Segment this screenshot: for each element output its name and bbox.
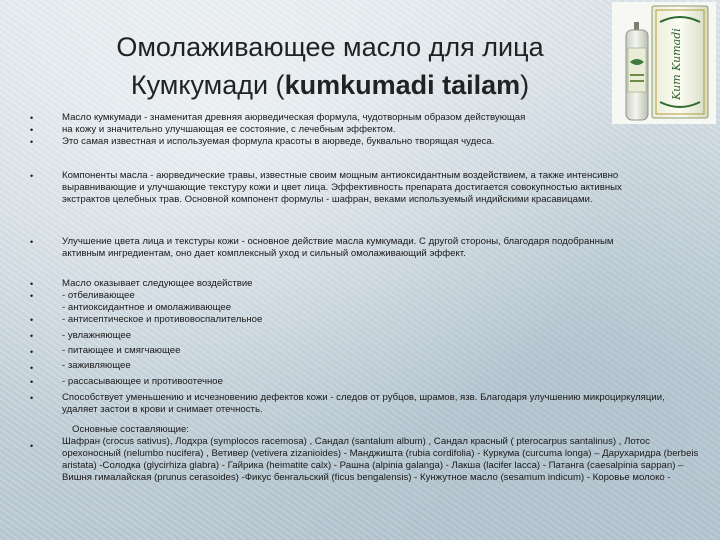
effects-heading: Масло оказывает следующее воздействие (62, 278, 253, 289)
bullet: • (30, 291, 34, 301)
product-image (612, 2, 716, 124)
bullet: • (30, 441, 34, 451)
title-line-2-prefix: Кумкумади ( (130, 70, 285, 100)
bullet: • (30, 377, 34, 387)
title-line-2-suffix: ) (520, 70, 530, 100)
effect-item: - питающее и смягчающее (62, 345, 181, 357)
effect-item: - отбеливающее (62, 290, 135, 302)
bullet: • (30, 393, 34, 403)
bullet: • (30, 237, 34, 247)
bullet: • (30, 171, 34, 181)
paragraph-intro (62, 112, 702, 148)
paragraph-components: Компоненты масла - аюрведические травы, известные своим мощным антиоксидантным воздействием, а также интенсивно выравнивающие и улучшающие текстуру кожи и цвет лица. Эффективность препарата достигается совокупностью активных экстрактов целебных трав. Основной компонент формулы - шафран, веками используемый индийскими красавицами. (62, 170, 622, 206)
bullet: • (30, 137, 34, 147)
product-box-label: Kum Kumadi (670, 28, 683, 100)
intro-line-1: Масло кумкумади - знаменитая древняя аюрведическая формула, чудотворным образом действующая (62, 112, 526, 123)
paragraph-main-action: Улучшение цвета лица и текстуры кожи - основное действие масла кумкумади. С другой стороны, благодаря подобранным активным ингредиентам, оно дает комплексный уход и сильный омолаживающий эффект. (62, 236, 614, 260)
title-line-1: Омолаживающее масло для лица (116, 32, 544, 62)
effect-item: - антисептическое и противовоспалительное (62, 314, 263, 326)
effect-item: - рассасывающее и противоотечное (62, 375, 223, 387)
effects-list (62, 278, 702, 391)
bullet: • (30, 315, 34, 325)
paragraph-defects: Способствует уменьшению и исчезновению дефектов кожи - следов от рубцов, шрамов, язв. Благодаря улучшению микроциркуляции, удаляет застои в крови и снимает отечность. (62, 392, 665, 416)
bullet: • (30, 125, 34, 135)
bullet: • (30, 347, 34, 357)
bullet: • (30, 279, 34, 289)
title-latin-name: kumkumadi tailam (284, 70, 521, 100)
effect-item: - увлажняющее (62, 329, 132, 341)
effect-item: - антиоксидантное и омолаживающее (62, 302, 232, 314)
bullet: • (30, 113, 34, 123)
title-line-2 (60, 66, 600, 104)
slide-title (60, 28, 600, 104)
bullet: • (30, 331, 34, 341)
ingredients-text: Шафран (crocus sativus), Лодхра (symplocos racemosa) , Сандал (santalum album) , Сандал красный ( pterocarpus santalinus) , Лотос орехоносный (nelumbo nucifera) , Ветивер (vetivera zizanioides) - Манджишта (rubia cordifolia) - Куркума (curcuma longa) – Дарухаридра (berbeis aristata) -Солодка (glycirhiza glabra) - Гайрика (heimatite calx) - Рашна (alpinia galanga) - Лакша (lacifer lacca) - Патанга (caesalpinia sappan) – Вишня гималайская (prunus cerasoides) -Фикус бенгальский (ficus bengalensis) - Кунжутное масло (sesamum indicum) - Коровье молоко - (62, 436, 699, 484)
intro-line-3: Это самая известная и используемая формула красоты в аюрведе, буквально творящая чудеса. (62, 136, 495, 148)
ingredients-heading: Основные составляющие: (72, 424, 189, 435)
bullet: • (30, 363, 34, 373)
effect-item: - заживляющее (62, 360, 131, 372)
intro-line-2: на кожу и значительно улучшающая ее состояние, с лечебным эффектом. (62, 124, 396, 136)
ingredients-section (62, 424, 702, 484)
